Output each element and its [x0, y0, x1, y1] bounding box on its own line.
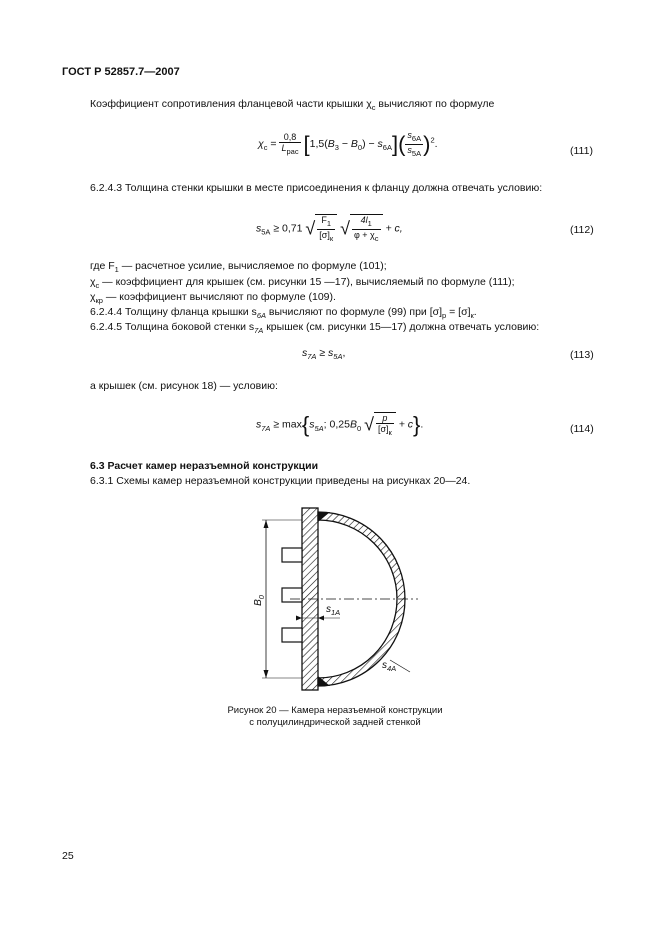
formula-number-111: (111): [570, 145, 593, 157]
figure-20-drawing: [240, 500, 430, 700]
figure-20-caption: Рисунок 20 — Камера неразъемной конструкции с полуцилиндрической задней стенкой: [227, 705, 443, 728]
formula-number-113: (113): [570, 349, 594, 361]
paragraph-6-2-4-5: 6.2.4.5 Толщина боковой стенки $s_{7A}$ крышек (см. рисунки 15—17) должна отвечать условию:: [90, 321, 540, 336]
nozzle-middle: [282, 588, 302, 602]
label-B0: $B_0$: [252, 595, 266, 606]
paragraph-chi-c: Коэффициент сопротивления фланцевой части крышки $\chi_с$ вычисляют по формуле: [90, 98, 495, 113]
nozzle-top: [282, 548, 302, 562]
formula-number-112: (112): [570, 224, 594, 236]
formula-114: $s_{7A} \ge \max\{s_{5A}$; $0,25B_0$ √ $\frac{p}{[\sigma]_к}$ + c}.: [256, 411, 424, 437]
document-header: ГОСТ Р 52857.7—2007: [62, 66, 180, 78]
nozzle-bottom: [282, 628, 302, 642]
where-chi-kr: $\chi_{кр}$ — коэффициент вычисляют по формуле (109).: [90, 291, 336, 306]
page-number: 25: [62, 850, 74, 862]
paragraph-6-2-4-4: 6.2.4.4 Толщину фланца крышки $s_{6A}$ вычисляют по формуле (99) при $[\sigma]_р = [\sigma]_к$.: [90, 306, 477, 321]
formula-112: $s_{5A} \ge 0,71$ √ $\frac{F_1}{[\sigma]_к}$ √ $\frac{4l_1}{\varphi + \chi_с}$ + c,: [256, 215, 403, 243]
section-heading-6-3: 6.3 Расчет камер неразъемной конструкции: [90, 460, 319, 472]
label-s4A: $s_{4A}$: [382, 660, 397, 673]
formula-113: $s_{7A} \ge s_{5A}$,: [302, 347, 346, 362]
paragraph-covers-fig18: а крышек (см. рисунок 18) — условию:: [90, 380, 278, 392]
where-chi-c: $\chi_с$ — коэффициент для крышек (см. рисунки 15 —17), вычисляемый по формуле (111);: [90, 276, 515, 291]
formula-number-114: (114): [570, 423, 594, 435]
label-s1A: $s_{1A}$: [326, 604, 341, 617]
paragraph-6-3-1: 6.3.1 Схемы камер неразъемной конструкции приведены на рисунках 20—24.: [90, 475, 471, 487]
where-f1: где $F_1$ — расчетное усилие, вычисляемое по формуле (101);: [90, 260, 387, 275]
paragraph-6-2-4-3: 6.2.4.3 Толщина стенки крышки в месте присоединения к фланцу должна отвечать условию:: [90, 182, 543, 194]
formula-111: $\chi_с$ = $\frac{0,8}{L_{рас}}$ $[1,5(B_3 - B_0) - s_{6A}]$( $\frac{s_{6A}}{s_{5A}}$ )$^2$.: [258, 130, 438, 158]
